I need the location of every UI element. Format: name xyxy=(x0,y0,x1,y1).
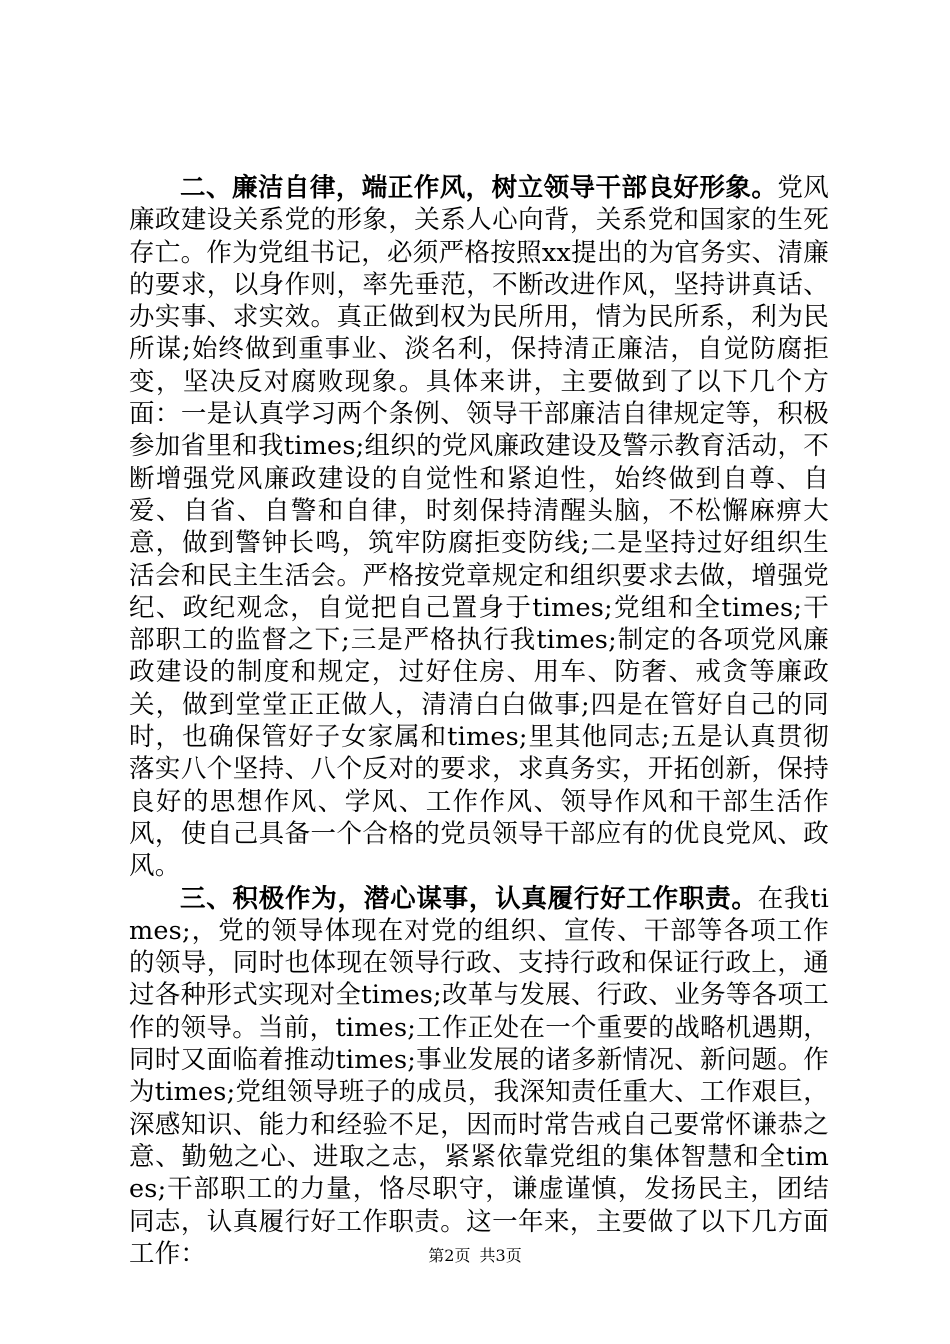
paragraph-duties xyxy=(129,883,829,1271)
page-total: 共3页 xyxy=(479,1246,522,1265)
page-footer xyxy=(0,1246,950,1266)
paragraph-integrity xyxy=(129,172,829,883)
document-body xyxy=(129,172,829,1270)
paragraph-heading: 二、廉洁自律，端正作风，树立领导干部良好形象。 xyxy=(180,173,778,203)
paragraph-body: 党风廉政建设关系党的形象，关系人心向背，关系党和国家的生死存亡。作为党组书记，必须严格按照xx提出的为官务实、清廉的要求，以身作则，率先垂范，不断改进作风，坚持讲真话、办实事、求实效。真正做到权为民所用，情为民所系，利为民所谋;始终做到重事业、淡名利，保持清正廉洁，自觉防腐拒变，坚决反对腐败现象。具体来讲，主要做到了以下几个方面：一是认真学习两个条例、领导干部廉洁自律规定等，积极参加省里和我times;组织的党风廉政建设及警示教育活动，不断增强党风廉政建设的自觉性和紧迫性，始终做到自尊、自爱、自省、自警和自律，时刻保持清醒头脑，不松懈麻痹大意，做到警钟长鸣，筑牢防腐拒变防线;二是坚持过好组织生活会和民主生活会。严格按党章规定和组织要求去做，增强党纪、政纪观念，自觉把自己置身于times;党组和全times;干部职工的监督之下;三是严格执行我times;制定的各项党风廉政建设的制度和规定，过好住房、用车、防奢、戒贪等廉政关，做到堂堂正正做人，清清白白做事;四是在管好自己的同时，也确保管好子女家属和times;里其他同志;五是认真贯彻落实八个坚持、八个反对的要求，求真务实，开拓创新，保持良好的思想作风、学风、工作作风、领导作风和干部生活作风，使自己具备一个合格的党员领导干部应有的优良党风、政风。 xyxy=(129,173,829,882)
page-number: 第2页 xyxy=(428,1246,471,1265)
paragraph-body: 在我times;，党的领导体现在对党的组织、宣传、干部等各项工作的领导，同时也体现在领导行政、支持行政和保证行政上，通过各种形式实现对全times;改革与发展、行政、业务等各项工作的领导。当前，times;工作正处在一个重要的战略机遇期，同时又面临着推动times;事业发展的诸多新情况、新问题。作为times;党组领导班子的成员，我深知责任重大、工作艰巨，深感知识、能力和经验不足，因而时常告戒自己要常怀谦恭之意、勤勉之心、进取之志，紧紧依靠党组的集体智慧和全times;干部职工的力量，恪尽职守，谦虚谨慎，发扬民主，团结同志，认真履行好工作职责。这一年来，主要做了以下几方面工作： xyxy=(129,883,830,1269)
paragraph-heading: 三、积极作为，潜心谋事，认真履行好工作职责。 xyxy=(180,883,758,914)
